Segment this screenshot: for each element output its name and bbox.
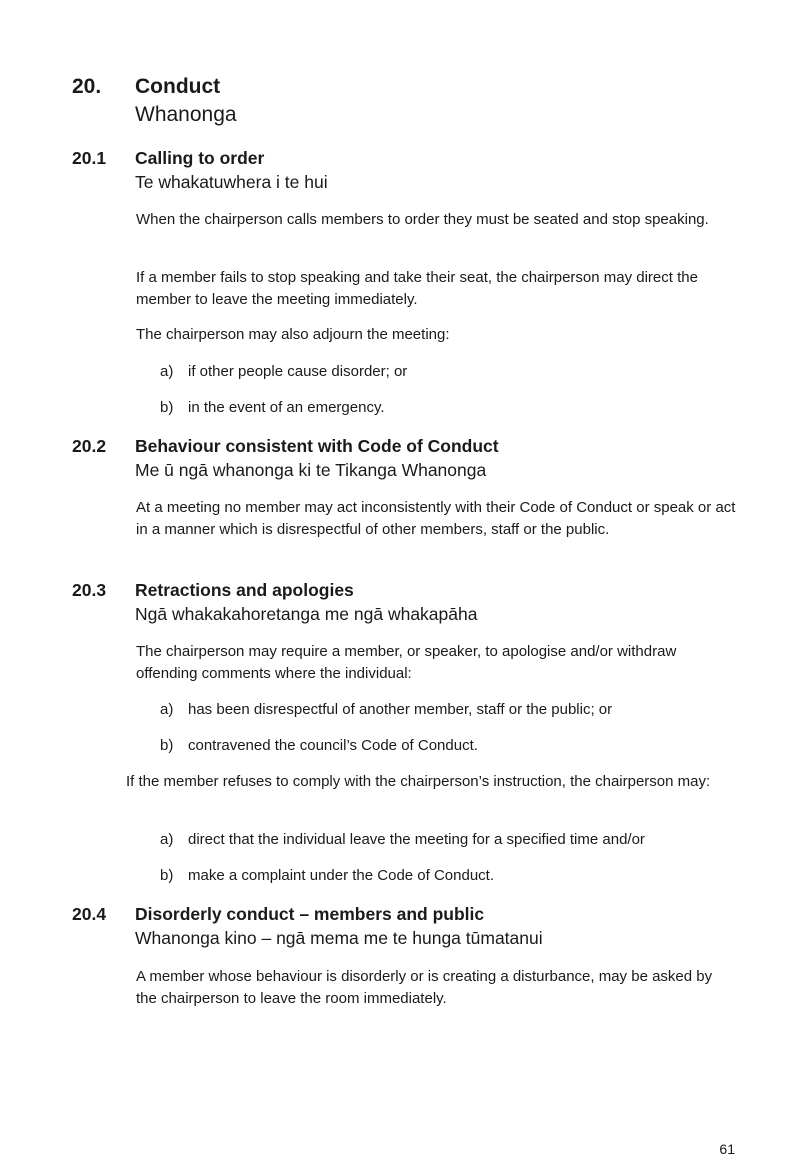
paragraph: When the chairperson calls members to order they must be seated and stop speaking. [136,211,709,228]
list-item-text: contravened the council’s Code of Conduct. [188,737,478,754]
paragraph: If the member refuses to comply with the chairperson’s instruction, the chairperson may: [126,773,711,790]
list-item [160,361,740,383]
page-number: 61 [719,1141,735,1157]
list-marker: a) [160,363,174,380]
subsection-number: 20.4 [72,904,107,924]
paragraph: A member whose behaviour is disorderly or is creating a disturbance, may be asked by the chairperson to leave the room immediately. [136,968,713,1007]
list-item [160,865,740,887]
list-item-text: has been disrespectful of another member, staff or the public; or [188,701,613,718]
subsection-number: 20.1 [72,148,107,168]
subsection-subtitle: Te whakatuwhera i te hui [135,172,328,192]
subsection-title: Retractions and apologies [135,580,354,600]
list-item-text: direct that the individual leave the meeting for a specified time and/or [188,831,645,848]
paragraph: The chairperson may require a member, or speaker, to apologise and/or withdraw offending comments where the individual: [136,643,677,682]
list-item-text: if other people cause disorder; or [188,363,408,380]
subsection-subtitle: Whanonga kino – ngā mema me te hunga tūmatanui [135,928,543,948]
list-marker: a) [160,701,174,718]
list-marker: b) [160,737,174,754]
subsection-number: 20.2 [72,436,107,456]
subsection-title: Disorderly conduct – members and public [135,904,485,924]
paragraph: At a meeting no member may act inconsistently with their Code of Conduct or speak or act in a manner which is disrespectful of other members, staff or the public. [136,499,736,538]
list-item [160,699,740,721]
paragraph: The chairperson may also adjourn the meeting: [136,326,450,343]
list-item [160,735,740,757]
section-subtitle: Whanonga [135,103,237,126]
section-title: Conduct [135,75,221,98]
list-item-text: in the event of an emergency. [188,399,385,416]
subsection-number: 20.3 [72,580,107,600]
subsection-subtitle: Me ū ngā whanonga ki te Tikanga Whanonga [135,460,487,480]
list-item [160,397,740,419]
list-marker: b) [160,399,174,416]
paragraph: If a member fails to stop speaking and take their seat, the chairperson may direct the member to leave the meeting immediately. [136,269,698,308]
list-marker: a) [160,831,174,848]
list-item-text: make a complaint under the Code of Conduct. [188,867,495,884]
list-item [160,829,740,851]
subsection-title: Behaviour consistent with Code of Conduct [135,436,499,456]
subsection-title: Calling to order [135,148,265,168]
section-number: 20. [72,75,102,98]
subsection-subtitle: Ngā whakakahoretanga me ngā whakapāha [135,604,478,624]
list-marker: b) [160,867,174,884]
